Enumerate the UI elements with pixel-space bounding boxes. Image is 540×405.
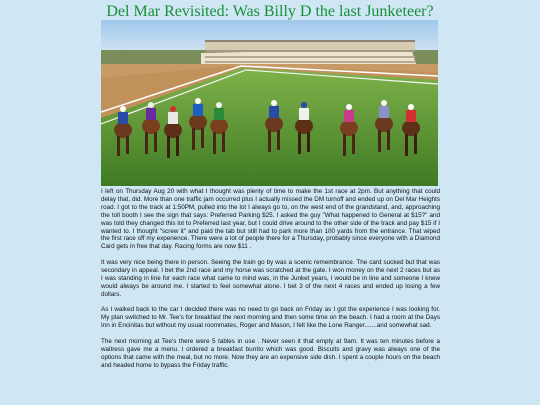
race-photo [101,20,438,186]
grandstand [201,40,416,68]
paragraph-1: I left on Thursday Aug 20 with what I thought was plenty of time to make the 1st race at 2pm. But anything that could delay that, did. More than one traffic jam occurred plus I actually missed the DM turnoff and ended up on Del Mar Heights road. I got to the track at 1:50PM, pulled into the lot I always go to, on the west end of the grandstand, and, approaching the toll booth I see the sign that says: Preferred Parking $25. I asked the guy "What happened to General at $15?" and was told they changed this lot to Preferred last year, but I could drive around to the other side of the track and pay $15 if I wanted to. I thought "screw it" and paid the tab but still had to park more than 100 yards from the entrance. That wiped the first race off my experience. There were a lot of people there for a Thursday, probably since everyone with a Diamond Card gets in free that day. Racing forms are now $11 . [101,188,440,251]
paragraph-3: As I walked back to the car I decided there was no need to go back on Friday as I got the experience I was looking for. My plan switched to Mr. Tee's for breakfast the next morning and then some time on the beach. I had a room at the Days Inn in Encinitas but without my usual roommates, Roger and Mason, I felt like the Lone Ranger.......and somewhat sad. [101,306,440,330]
page-title: Del Mar Revisited: Was Billy D the last Junketeer? [106,3,434,20]
paragraph-4: The next morning at Tee's there were 5 tables in use . Never seen it that empty at 9am. It was ten minutes before a waitress gave me a menu. I ordered a breakfast burrito which was good. Biscuits and gravy was always one of the options that came with the meal, but no more. Now they are an expensive side dish. I spent a couple hours on the beach and headed home to bypass the Friday traffic. [101,337,440,369]
article-body [101,188,440,377]
paragraph-2: It was very nice being there in person. Seeing the train go by was a scenic remembrance. The card sucked but that was secondary in appeal. I bet the 2nd race and my horse was scratched at the gate. I won money on the next 2 races but as I was standing in line for each race what came to mind was, in the Junket years, I would be in line and someone I knew would always be around me. I started to feel somewhat alone. I bet 3 of the next 4 races and ended up losing a few dollars. [101,259,440,298]
race-illustration [101,20,438,186]
